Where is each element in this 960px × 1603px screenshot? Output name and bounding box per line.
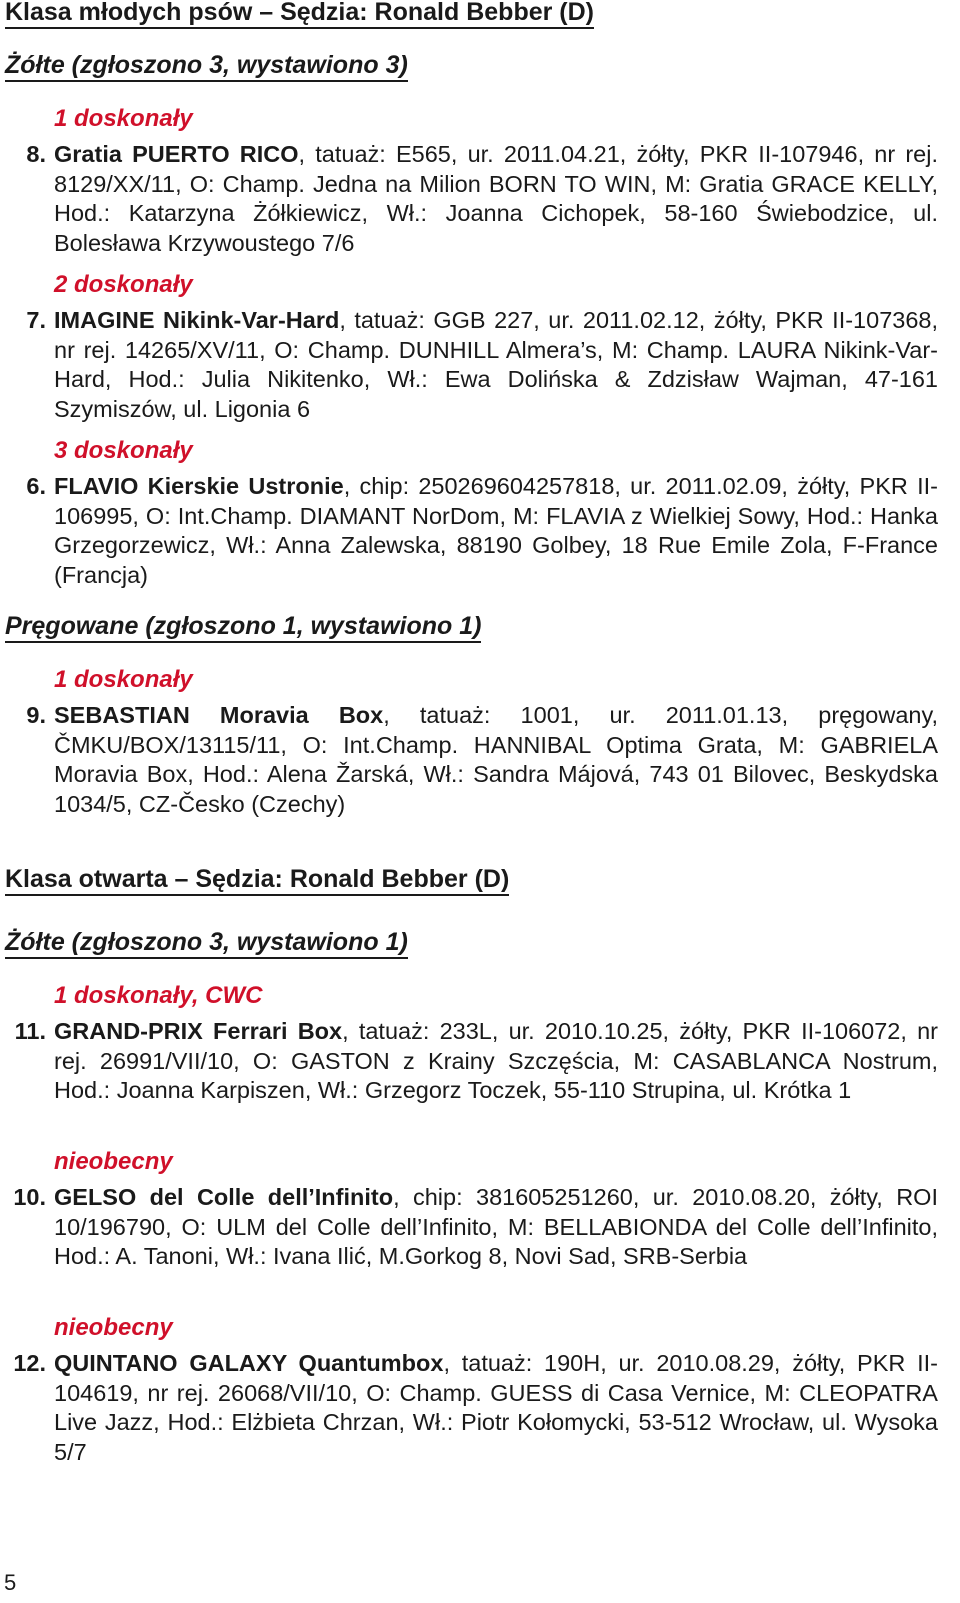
entry-number: 9. — [26, 702, 46, 728]
class-heading-young: Klasa młodych psów – Sędzia: Ronald Bebber (D) — [5, 0, 594, 29]
award-label: 1 doskonały — [54, 666, 193, 693]
dog-name: GRAND-PRIX Ferrari Box — [54, 1018, 343, 1044]
entry-number: 7. — [26, 307, 46, 333]
dog-name: GELSO del Colle dell’Infinito — [54, 1184, 394, 1210]
page-number: 5 — [4, 1570, 17, 1595]
dog-name: Gratia PUERTO RICO — [54, 141, 299, 167]
class-heading-open: Klasa otwarta – Sędzia: Ronald Bebber (D) — [5, 864, 509, 896]
dog-entry — [26, 701, 939, 819]
entry-number: 11. — [14, 1018, 46, 1044]
entry-number: 10. — [13, 1184, 46, 1210]
award-label: 1 doskonały, CWC — [54, 982, 263, 1009]
dog-name: SEBASTIAN Moravia Box — [54, 702, 384, 728]
dog-details: , tatuaż: 190H, ur. 2010.08.29, żółty, PKR II-104619, nr rej. 26068/VII/10, O: Champ. GUESS di Casa Vernice, M: CLEOPATRA Live Jazz, Hod.: Elżbieta Chrzan, Wł.: Piotr Kołomycki, 53-512 Wrocław, ul. Wysoka 5/7 — [54, 1350, 938, 1465]
dog-details: , tatuaż: 1001, ur. 2011.01.13, pręgowany, ČMKU/BOX/13115/11, O: Int.Champ. HANNIBAL Optima Grata, M: GABRIELA Moravia Box, Hod.: Alena Žarská, Wł.: Sandra Májová, 743 01 Bilovec, Beskydska 1034/5, CZ-Česko (Czechy) — [54, 702, 939, 817]
award-label: 1 doskonały — [54, 105, 193, 132]
award-label: 3 doskonały — [54, 437, 193, 464]
dog-entry — [26, 140, 938, 258]
dog-entry — [14, 1017, 938, 1106]
color-heading-brindle: Pręgowane (zgłoszono 1, wystawiono 1) — [5, 611, 481, 643]
entry-number: 8. — [26, 141, 46, 167]
entry-number: 12. — [13, 1350, 46, 1376]
color-heading-yellow-young: Żółte (zgłoszono 3, wystawiono 3) — [5, 50, 408, 82]
dog-details: , chip: 250269604257818, ur. 2011.02.09, żółty, PKR II-106995, O: Int.Champ. DIAMANT NorDom, M: FLAVIA z Wielkiej Sowy, Hod.: Hanka Grzegorzewicz, Wł.: Anna Zalewska, 88190 Golbey, 18 Rue Emile Zola, F-France (Francja) — [54, 473, 938, 588]
dog-entry — [13, 1183, 938, 1272]
dog-entry — [26, 306, 938, 424]
dog-entry — [13, 1349, 938, 1467]
color-heading-yellow-open: Żółte (zgłoszono 3, wystawiono 1) — [5, 927, 408, 959]
dog-details: , tatuaż: 233L, ur. 2010.10.25, żółty, PKR II-106072, nr rej. 26991/VII/10, O: GASTON z Krainy Szczęścia, M: CASABLANCA Nostrum, Hod.: Joanna Karpiszen, Wł.: Grzegorz Toczek, 55-110 Strupina, ul. Krótka 1 — [54, 1018, 938, 1104]
entry-number: 6. — [26, 473, 46, 499]
dog-name: QUINTANO GALAXY Quantumbox — [54, 1350, 444, 1376]
award-label: nieobecny — [54, 1314, 173, 1341]
award-label: nieobecny — [54, 1148, 173, 1175]
dog-name: FLAVIO Kierskie Ustronie — [54, 473, 344, 499]
dog-details: , tatuaż: E565, ur. 2011.04.21, żółty, PKR II-107946, nr rej. 8129/XX/11, O: Champ. Jedna na Milion BORN TO WIN, M: Gratia GRACE KELLY, Hod.: Katarzyna Żółkiewicz, Wł.: Joanna Cichopek, 58-160 Świebodzice, ul. Bolesława Krzywoustego 7/6 — [54, 141, 938, 256]
award-label: 2 doskonały — [54, 271, 193, 298]
dog-name: IMAGINE Nikink-Var-Hard — [54, 307, 340, 333]
dog-details: , chip: 381605251260, ur. 2010.08.20, żółty, ROI 10/196790, O: ULM del Colle dell’Infinito, M: BELLABIONDA del Colle dell’Infinito, Hod.: A. Tanoni, Wł.: Ivana Ilić, M.Gorkog 8, Novi Sad, SRB-Serbia — [54, 1184, 938, 1270]
dog-details: , tatuaż: GGB 227, ur. 2011.02.12, żółty, PKR II-107368, nr rej. 14265/XV/11, O: Champ. DUNHILL Almera’s, M: Champ. LAURA Nikink-Var-Hard, Hod.: Julia Nikitenko, Wł.: Ewa Dolińska & Zdzisław Wajman, 47-161 Szymiszów, ul. Ligonia 6 — [54, 307, 938, 422]
dog-entry — [26, 472, 938, 590]
